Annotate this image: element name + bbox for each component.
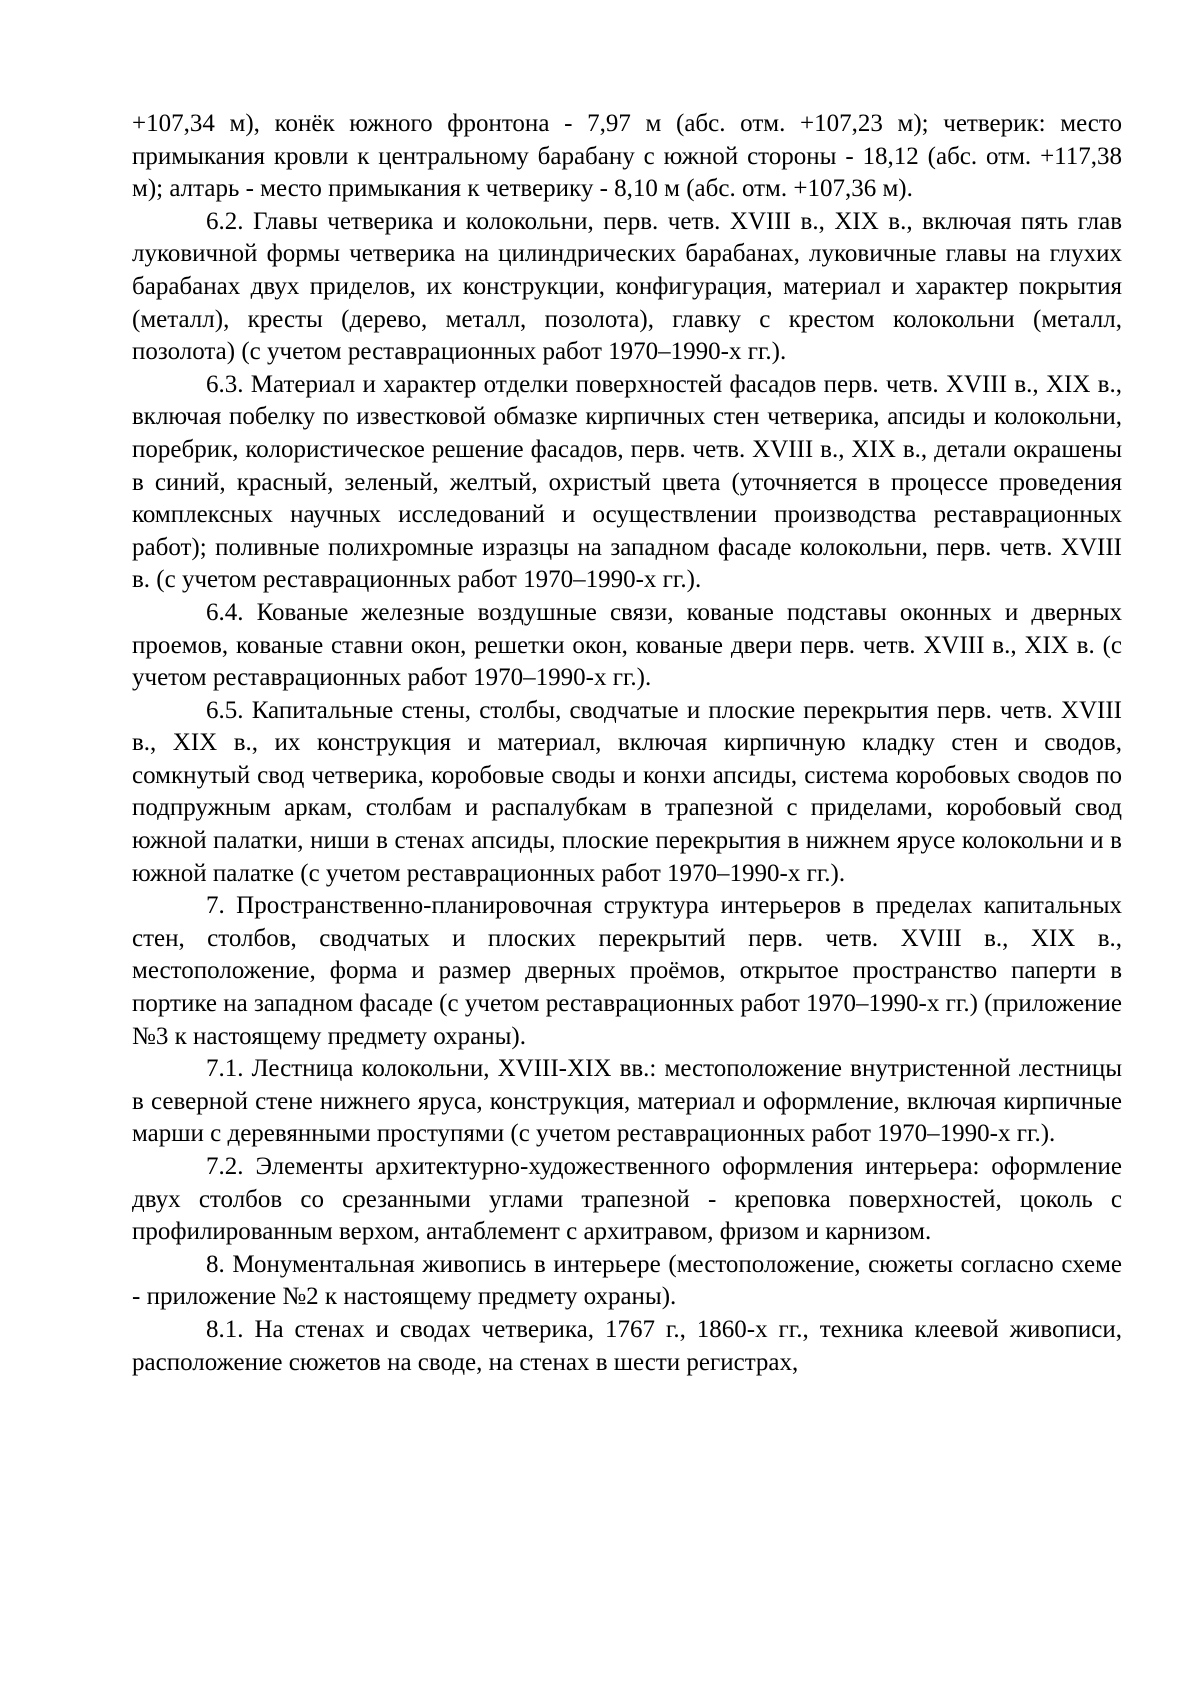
paragraph-8-1: 8.1. На стенах и сводах четверика, 1767 г., 1860-х гг., техника клеевой живописи, расположение сюжетов на своде, на стенах в шести регистрах, xyxy=(132,1315,1122,1376)
document-body xyxy=(132,108,1122,1379)
paragraph-6-2: 6.2. Главы четверика и колокольни, перв. четв. XVIII в., XIX в., включая пять глав луковичной формы четверика на цилиндрических барабанах, луковичные главы на глухих барабанах двух приделов, их конструкции, конфигурация, материал и характер покрытия (металл), кресты (дерево, металл, позолота), главку с крестом колокольни (металл, позолота) (с учетом реставрационных работ 1970–1990-х гг.). xyxy=(132,207,1122,366)
paragraph-continuation: +107,34 м), конёк южного фронтона - 7,97 м (абс. отм. +107,23 м); четверик: место примыкания кровли к центральному барабану с южной стороны - 18,12 (абс. отм. +117,38 м); алтарь - место примыкания к четверику - 8,10 м (абс. отм. +107,36 м). xyxy=(132,110,1122,203)
paragraph-6-3: 6.3. Материал и характер отделки поверхностей фасадов перв. четв. XVIII в., XIX в., включая побелку по известковой обмазке кирпичных стен четверика, апсиды и колокольни, поребрик, колористическое решение фасадов, перв. четв. XVIII в., XIX в., детали окрашены в синий, красный, зеленый, желтый, охристый цвета (уточняется в процессе проведения комплексных научных исследований и осуществлении производства реставрационных работ); поливные полихромные изразцы на западном фасаде колокольни, перв. четв. XVIII в. (с учетом реставрационных работ 1970–1990-х гг.). xyxy=(132,370,1122,594)
paragraph-7-2: 7.2. Элементы архитектурно-художественного оформления интерьера: оформление двух столбов со срезанными углами трапезной - креповка поверхностей, цоколь с профилированным верхом, антаблемент с архитравом, фризом и карнизом. xyxy=(132,1153,1122,1246)
paragraph-7-1: 7.1. Лестница колокольни, XVIII-XIX вв.: местоположение внутристенной лестницы в северной стене нижнего яруса, конструкция, материал и оформление, включая кирпичные марши с деревянными проступями (с учетом реставрационных работ 1970–1990-х гг.). xyxy=(132,1055,1122,1148)
paragraph-8: 8. Монументальная живопись в интерьере (местоположение, сюжеты согласно схеме - приложение №2 к настоящему предмету охраны). xyxy=(132,1250,1122,1311)
paragraph-6-4: 6.4. Кованые железные воздушные связи, кованые подставы оконных и дверных проемов, кованые ставни окон, решетки окон, кованые двери перв. четв. XVIII в., XIX в. (с учетом реставрационных работ 1970–1990-х гг.). xyxy=(132,598,1122,692)
paragraph-7: 7. Пространственно-планировочная структура интерьеров в пределах капитальных стен, столбов, сводчатых и плоских перекрытий перв. четв. XVIII в., XIX в., местоположение, форма и размер дверных проёмов, открытое пространство паперти в портике на западном фасаде (с учетом реставрационных работ 1970–1990-х гг.) (приложение №3 к настоящему предмету охраны). xyxy=(132,892,1122,1050)
paragraph-6-5: 6.5. Капитальные стены, столбы, сводчатые и плоские перекрытия перв. четв. XVIII в., XIX в., их конструкция и материал, включая кирпичную кладку стен и сводов, сомкнутый свод четверика, коробовые своды и конхи апсиды, система коробовых сводов по подпружным аркам, столбам и распалубкам в трапезной с приделами, коробовый свод южной палатки, ниши в стенах апсиды, плоские перекрытия в нижнем ярусе колокольни и в южной палатке (с учетом реставрационных работ 1970–1990-х гг.). xyxy=(132,696,1122,887)
